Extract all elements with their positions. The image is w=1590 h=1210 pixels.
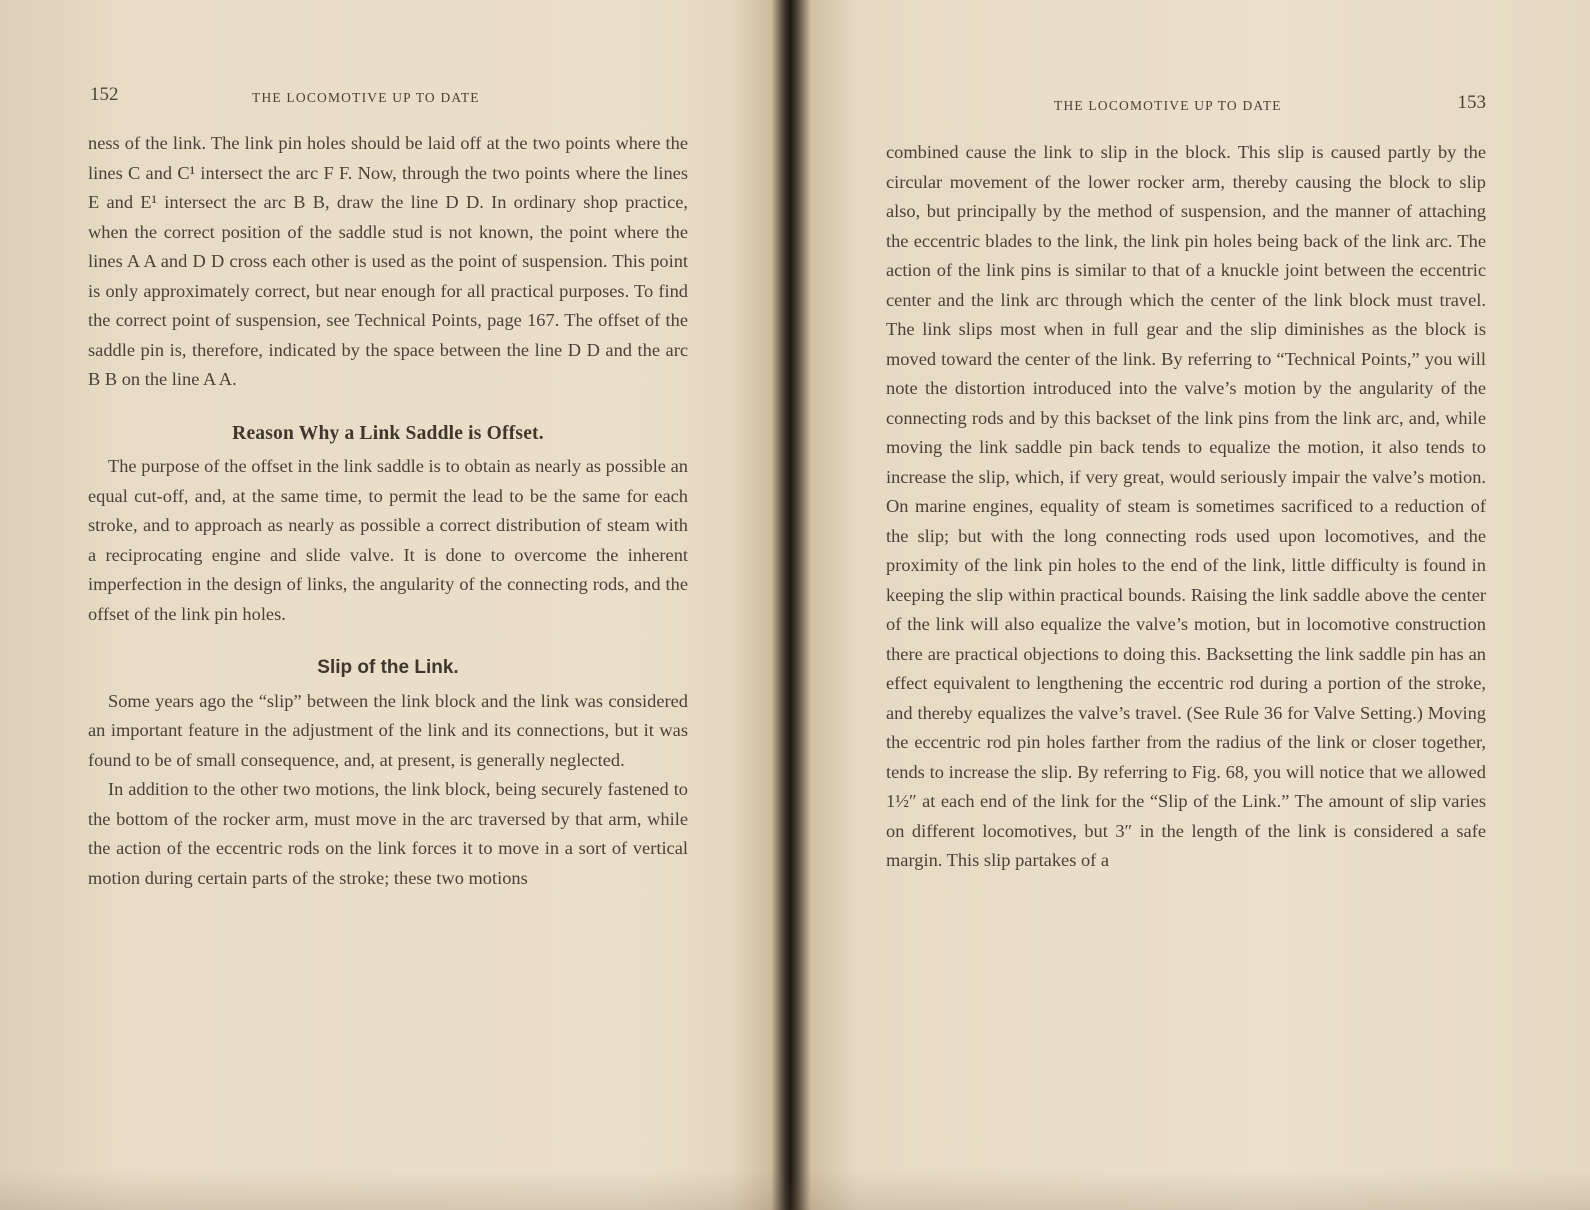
left-paragraph-3: Some years ago the “slip” between the link block and the link was considered an important feature in the adjustment of the link and its connections, but it was found to be of small consequence, and, at present, is generally neglected. [88, 690, 688, 770]
page-shadow [0, 1170, 1590, 1210]
left-page-body [88, 129, 688, 893]
left-paragraph-2: The purpose of the offset in the link saddle is to obtain as nearly as possible an equal cut-off, and, at the same time, to permit the lead to be the same for each stroke, and to approach as nearly as possible a correct distribution of steam with a reciprocating engine and slide valve. It is done to overcome the inherent imperfection in the design of links, the angularity of the connecting rods, and the offset of the link pin holes. [88, 456, 688, 624]
heading-link-saddle-offset: Reason Why a Link Saddle is Offset. [232, 422, 544, 444]
left-paragraph-1: ness of the link. The link pin holes should be laid off at the two points where the lines C and C¹ intersect the arc F F. Now, through the two points where the lines E and E¹ intersect the arc B B, draw the line D D. In ordinary shop practice, when the correct position of the saddle stud is not known, the point where the lines A A and D D cross each other is used as the point of suspension. This point is only approximately correct, but near enough for all practical purposes. To find the correct point of suspension, see Technical Points, page 167. The offset of the saddle pin is, therefore, indicated by the space between the line D D and the arc B B on the line A A. [88, 133, 688, 389]
left-page-number: 152 [90, 84, 119, 105]
right-page-body [886, 138, 1486, 876]
right-running-title: THE LOCOMOTIVE UP TO DATE [1054, 98, 1282, 113]
left-paragraph-4: In addition to the other two motions, the link block, being securely fastened to the bottom of the rocker arm, must move in the arc traversed by that arm, while the action of the eccentric rods on the link forces it to move in a sort of vertical motion during certain parts of the stroke; these two motions [88, 779, 688, 888]
left-running-title: THE LOCOMOTIVE UP TO DATE [252, 90, 480, 105]
heading-slip-of-link: Slip of the Link. [317, 657, 459, 678]
right-paragraph-1: combined cause the link to slip in the block. This slip is caused partly by the circular movement of the lower rocker arm, thereby causing the block to slip also, but principally by the method of suspension, and the manner of attaching the eccentric blades to the link, the link pin holes being back of the link arc. The action of the link pins is similar to that of a knuckle joint between the eccentric center and the link arc through which the center of the link block must travel. The link slips most when in full gear and the slip diminishes as the block is moved toward the center of the link. By referring to “Technical Points,” you will note the distortion introduced into the valve’s motion by the angularity of the connecting rods and by this backset of the link pins from the link arc, and, while moving the link saddle pin back tends to equalize the motion, it also tends to increase the slip, which, if very great, would seriously impair the valve’s motion. On marine engines, equality of steam is sometimes sacrificed to a reduction of the slip; but with the long connecting rods used upon locomotives, and the proximity of the link pin holes to the end of the link, little difficulty is found in keeping the slip within practical bounds. Raising the link saddle above the center of the link will also equalize the valve’s motion, but in locomotive construction there are practical objections to doing this. Backsetting the link saddle pin has an effect equivalent to lengthening the eccentric rod during a portion of the stroke, and thereby equalizes the valve’s travel. (See Rule 36 for Valve Setting.) Moving the eccentric rod pin holes farther from the radius of the link or closer together, tends to increase the slip. By referring to Fig. 68, you will notice that we allowed 1½″ at each end of the link for the “Slip of the Link.” The amount of slip varies on different locomotives, but 3″ in the length of the link is considered a safe margin. This slip partakes of a [886, 142, 1486, 870]
right-page-number: 153 [1457, 92, 1486, 113]
